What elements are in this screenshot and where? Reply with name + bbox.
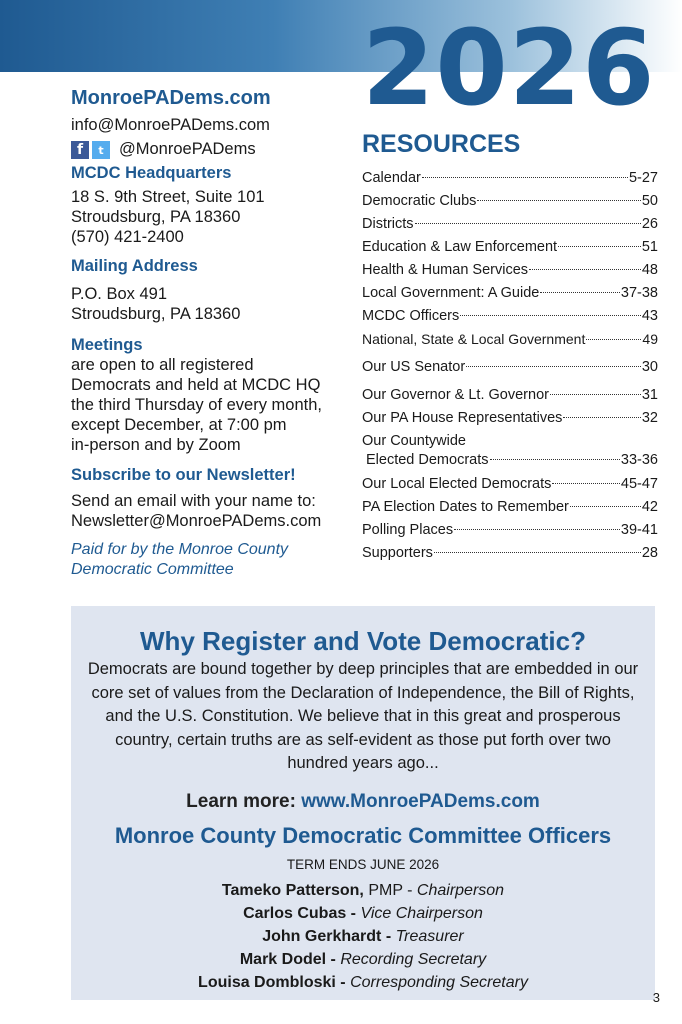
contact-column [71,86,361,580]
year-title: 2026 [362,7,656,129]
why-vote-title: Why Register and Vote Democratic? [140,626,586,656]
officer-list [71,879,655,994]
toc-item[interactable]: Our PA House Representatives 32 [362,410,658,426]
learn-more-link[interactable]: www.MonroePADems.com [301,790,540,812]
resources-list [362,167,658,565]
website-link[interactable]: MonroePADems.com [71,87,271,109]
toc-item[interactable]: Our US Senator 30 [362,359,658,375]
toc-item[interactable]: Supporters 28 [362,545,658,561]
toc-item[interactable]: MCDC Officers 43 [362,308,658,324]
toc-item[interactable]: Democratic Clubs 50 [362,193,658,209]
meetings-heading: Meetings [71,336,143,354]
toc-item[interactable]: Health & Human Services 48 [362,262,658,278]
toc-item[interactable]: National, State & Local Government 49 [362,331,658,347]
hq-address-line: 18 S. 9th Street, Suite 101 [71,188,265,206]
officer-row: Carlos Cubas - Vice Chairperson [243,904,483,922]
why-vote-paragraph: Democrats are bound together by deep principles that are embedded in our core set of values from the Declaration of Independence, the Bill of Rights, and the U.S. Constitution. We believe that in this great and prosperous country, certain truths are as self-evident as those put forth over two hundred years ago... [87,660,639,772]
why-vote-panel [71,606,655,1000]
mailing-heading: Mailing Address [71,257,198,275]
email-link[interactable]: info@MonroePADems.com [71,116,270,134]
meetings-text-line: the third Thursday of every month, [71,396,322,414]
toc-item[interactable]: Our Countywide Elected Democrats 33-36 [362,433,658,468]
officer-row: Mark Dodel - Recording Secretary [239,950,487,968]
meetings-text-line: in-person and by Zoom [71,436,241,454]
hq-heading: MCDC Headquarters [71,164,232,182]
page-number: 3 [652,990,660,1005]
toc-item[interactable]: Education & Law Enforcement 51 [362,239,658,255]
newsletter-email[interactable]: Newsletter@MonroePADems.com [71,512,322,530]
mailing-address-line: P.O. Box 491 [71,285,168,303]
toc-item[interactable]: Our Local Elected Democrats 45-47 [362,476,658,492]
meetings-text-line: are open to all registered [71,356,254,374]
newsletter-heading: Subscribe to our Newsletter! [71,466,296,484]
learn-more-label: Learn more: [186,790,296,812]
meetings-text-line: except December, at 7:00 pm [71,416,287,434]
hq-phone: (570) 421-2400 [71,228,184,246]
toc-item[interactable]: Local Government: A Guide 37-38 [362,285,658,301]
officer-row: Louisa Dombloski - Corresponding Secretary [198,973,528,991]
resources-title: RESOURCES [362,130,521,158]
hq-address-line: Stroudsburg, PA 18360 [71,208,241,226]
term-ends: TERM ENDS JUNE 2026 [286,856,440,872]
toc-item[interactable]: Polling Places 39-41 [362,522,658,538]
toc-item[interactable]: Calendar 5-27 [362,170,658,186]
social-row [71,140,361,159]
officers-title: Monroe County Democratic Committee Officers [114,822,612,848]
twitter-icon[interactable]: t [92,141,110,159]
toc-item[interactable]: Our Governor & Lt. Governor 31 [362,387,658,403]
officer-row: John Gerkhardt - Treasurer [262,927,464,945]
resources-column [362,130,658,565]
toc-item[interactable]: PA Election Dates to Remember 42 [362,499,658,515]
mailing-address-line: Stroudsburg, PA 18360 [71,305,241,323]
facebook-icon[interactable]: f [71,141,89,159]
learn-more [71,790,655,814]
meetings-text-line: Democrats and held at MCDC HQ [71,376,321,394]
newsletter-text: Send an email with your name to: [71,492,316,510]
officer-row: Tameko Patterson, PMP - Chairperson [221,881,505,899]
paid-for-line: Paid for by the Monroe County [71,541,289,558]
toc-item[interactable]: Districts 26 [362,216,658,232]
social-handle[interactable]: @MonroePADems [119,140,256,158]
paid-for-line: Democratic Committee [71,561,234,578]
